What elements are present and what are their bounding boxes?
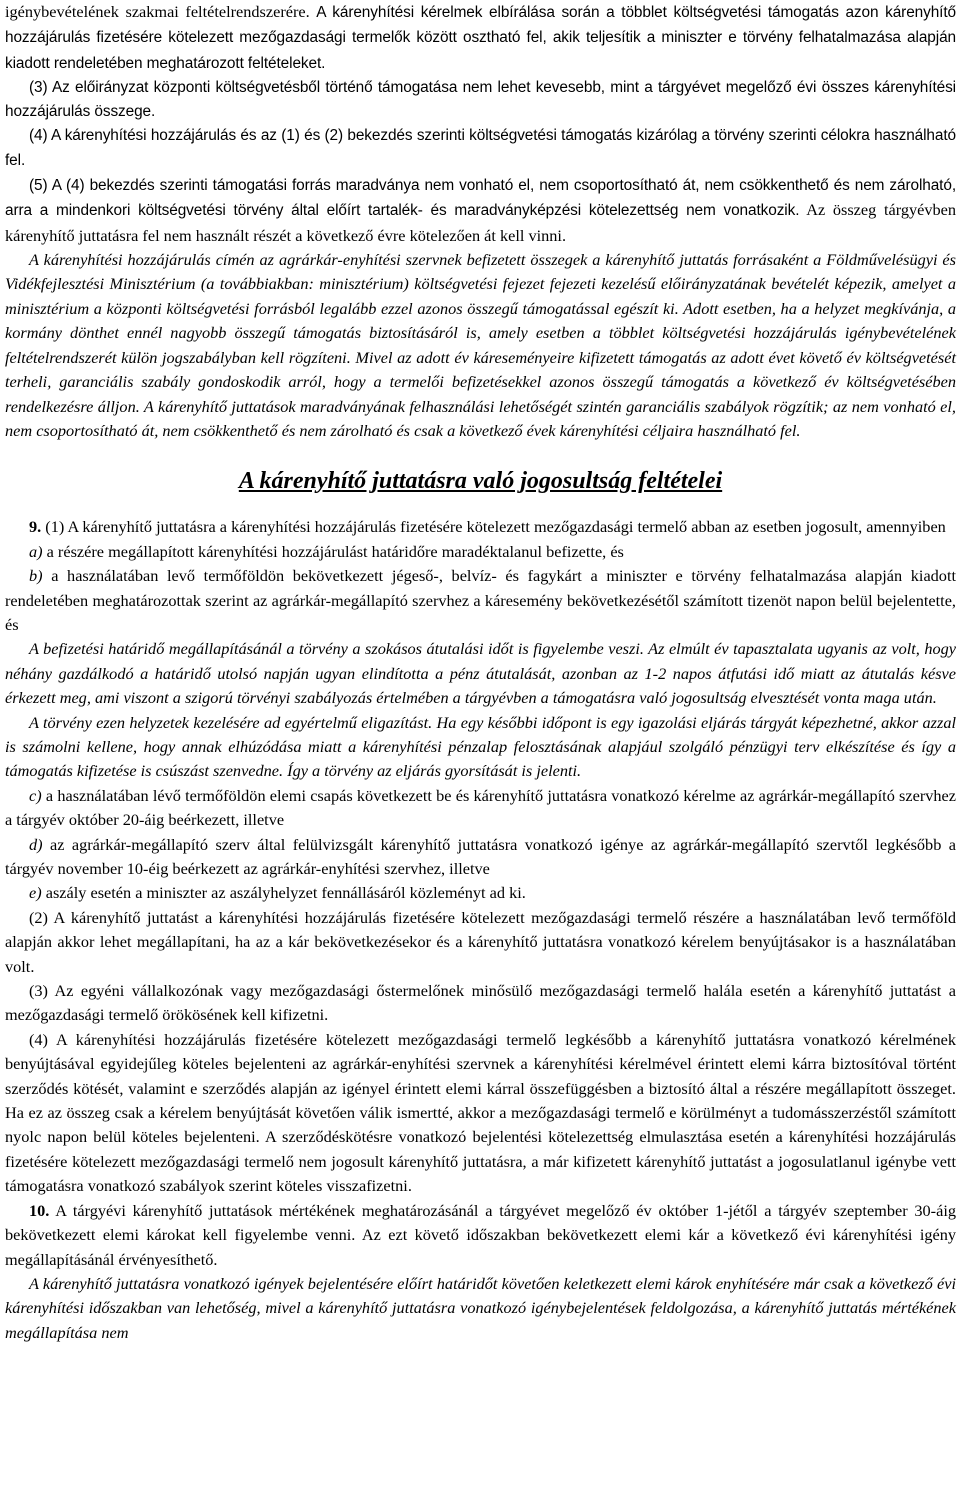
section-9-paragraph-2: (2) A kárenyhítő juttatást a kárenyhítési hozzájárulás fizetésére kötelezett mezőgazdasági termelő részére a használatában levő termőföld alapján akkor lehet megállapítani, ha az a kár bekövetkezésekor és a kárenyhítő juttatásra vonatkozó kérelem benyújtásakor is a használatában volt. — [5, 907, 956, 976]
commentary-procedure: A törvény ezen helyzetek kezelésére ad egyértelmű eligazítást. Ha egy későbbi időpont is egy igazolási eljárás tárgyát képezhetné, akkor azzal is számolni kellene, hogy annak elhúzódása miatt a kárenyhítési pénzalap felosztásának alapjául szolgáló pénzügyi terv elkészítése és így a támogatás kifizetése is csúszást szenvedne. Így a törvény az eljárás gyorsítását is jelenti. — [5, 712, 956, 781]
list-item-c — [5, 784, 956, 833]
paragraph-text: Az összeg tárgyévben kárenyhítő juttatásra fel nem használt részét a következő évre kötelezően át kell vinni. — [5, 200, 956, 245]
list-label: d) — [29, 834, 43, 854]
list-label: e) — [29, 883, 42, 903]
list-text: az agrárkár-megállapító szerv által felülvizsgált kárenyhítő juttatásra vonatkozó igénye az agrárkár-megállapító szervtől legkésőbb a tárgyév november 10-éig beérkezett az agrárkár-enyhítési szervhez, illetve — [5, 834, 956, 879]
section-9-paragraph-3: (3) Az egyéni vállalkozónak vagy mezőgazdasági őstermelőnek minősülő mezőgazdasági termelő halála esetén a kárenyhítő juttatást a mezőgazdasági termelő örökösének kell kifizetni. — [5, 981, 956, 1025]
list-text: a használatában lévő termőföldön elemi csapás következett be és kárenyhítő juttatásra vonatkozó kérelme az agrárkár-megállapító szervhez a tárgyév október 20-áig beérkezett, illetve — [5, 785, 956, 830]
paragraph-text-sans: A kárenyhítési kérelmek elbírálása során a többlet költségvetési támogatás azon kárenyhítő hozzájárulás fizetésére kötelezett mezőgazdasági termelők között osztható fel, akik teljesítik a miniszter e törvény felhatalmazása alapján kiadott rendeletében meghatározott feltételeket. — [5, 4, 956, 72]
commentary-text: Adott esetben, ha a helyzet megkívánja, a kormány dönthet ennél nagyobb összegű támogatás biztosításáról is, amely esetben a többlet költségvetési hozzájárulás igénybevételének feltételrendszerét külön jogszabályban kell rögzíteni. — [5, 298, 956, 367]
list-label: b) — [29, 566, 43, 586]
list-item-b — [5, 564, 956, 637]
section-number: 9. — [29, 517, 42, 537]
list-text: a részére megállapított kárenyhítési hozzájárulást határidőre maradéktalanul befizette, és — [42, 541, 624, 561]
section-number: 10. — [29, 1200, 50, 1220]
section-heading: A kárenyhítő juttatásra való jogosultság feltételei — [238, 468, 723, 495]
section-10 — [5, 1199, 956, 1272]
paragraph-text: A tárgyévi kárenyhítő juttatások mértékének meghatározásánál a tárgyévet megelőző év október 1-jétől a tárgyév szeptember 30-áig bekövetkezett elemi károkat kell figyelembe venni. Az ezt követő időszakban bekövetkezett elemi kár a következő évi kárenyhítési igény megállapításánál érvényesíthető. — [5, 1200, 956, 1269]
list-item-a — [5, 540, 956, 564]
list-item-d — [5, 833, 956, 882]
list-text: a használatában levő termőföldön bekövetkezett jégeső-, belvíz- és fagykárt a miniszter e törvény felhatalmazása alapján kiadott rendeletében meghatározottak szerint az agrárkár-megállapító szervhez a káresemény bekövetkezésétől számított tizenöt napon belül bejelentette, és — [5, 566, 956, 634]
paragraph-section-4: (4) A kárenyhítési hozzájárulás és az (1) és (2) bekezdés szerinti költségvetési támogatás kizárólag a törvény szerinti célokra használható fel. — [5, 127, 956, 169]
paragraph-section-3: (3) Az előirányzat központi költségvetésből történő támogatása nem lehet kevesebb, mint a tárgyévet megelőző évi összes kárenyhítési hozzájárulás összege. — [5, 78, 956, 121]
commentary-funding — [5, 248, 956, 443]
commentary-text: A kárenyhítési hozzájárulás címén az agrárkár-enyhítési szervnek befizetett összegek a kárenyhítő juttatás forrásaként a Földművelésügyi és Vidékfejlesztési Minisztérium (a továbbiakban: minisztérium) költségvetési fejezet fejezeti kezelésű előirányzatának bevételét képezik, amelyet a minisztérium a központi költségvetési forrásból legalább ezzel azonos összegű támogatással egészít ki. — [5, 250, 956, 318]
list-label: a) — [29, 541, 43, 561]
commentary-section-10: A kárenyhítő juttatásra vonatkozó igények bejelentésére előírt határidőt követően keletkezett elemi károk enyhítésére már csak a következő évi kárenyhítési időszakban van lehetőség, mivel a kárenyhítő juttatásra vonatkozó igénybejelentések feldolgozása, a kárenyhítő juttatás mértékének megállapítása nem — [5, 1273, 956, 1342]
paragraph-funding-distribution — [5, 0, 956, 76]
paragraph-section-5 — [5, 173, 956, 248]
paragraph-text-sans: (5) A (4) bekezdés szerinti támogatási forrás maradványa nem vonható el, nem csoportosítható át, nem csökkenthető és nem zárolható, arra a mindenkori költségvetési törvény által előírt tartalék- és maradványképzési kötelezettség nem vonatkozik. — [5, 177, 956, 220]
paragraph-text: (1) A kárenyhítő juttatásra a kárenyhítési hozzájárulás fizetésére kötelezett mezőgazdasági termelő abban az esetben jogosult, amennyiben — [41, 517, 946, 537]
section-9-paragraph-4: (4) A kárenyhítési hozzájárulás fizetésére kötelezett mezőgazdasági termelő legkésőbb a kárenyhítő juttatásra vonatkozó kérelmének benyújtásával egyidejűleg köteles bejelenteni az agrárkár-enyhítési szervnek a kárenyhítési kérelmével érintett elemi kárra biztosítóval történt szerződés kötését, valamint e szerződés alapján az igényel érintett elemi kárral összefüggésben a biztosító által a részére megállapított összeget. Ha ez az összeg csak a kérelem benyújtását követően válik ismertté, akkor a mezőgazdasági termelő e körülményt a tudomásszerzéstől számított nyolc napon belül köteles bejelenteni. A szerződéskötésre vonatkozó bejelentési kötelezettség elmulasztása esetén a kárenyhítési hozzájárulás fizetésére kötelezett mezőgazdasági termelő nem jogosult kárenyhítő juttatásra, a már kifizetett kárenyhítő juttatást a jogosulatlanul igénybe vett támogatásra vonatkozó szabályok szerint köteles visszafizetni. — [5, 1029, 956, 1196]
list-text: aszály esetén a miniszter az aszályhelyzet fennállásáról közleményt ad ki. — [41, 883, 526, 903]
commentary-deadline: A befizetési határidő megállapításánál a törvény a szokásos átutalási időt is figyelembe veszi. Az elmúlt év tapasztalata ugyanis az volt, hogy néhány gazdálkodó a határidő utolsó napján ugyan elindította a pénz átutalását, azonban az 1-2 napos átfutási idő miatt az átutalás késve érkezett meg, ami viszont a szigorú törvényi szabályozás értelmében a tárgyévben a támogatásra való jogosultság elvesztését vonta maga után. — [5, 639, 956, 708]
list-label: c) — [29, 785, 42, 805]
commentary-text: Mivel az adott év káreseményeire kifizetett támogatás az adott évet követő év költségvetését terheli, garanciális szabály gondoskodik arról, hogy a termelői befizetésekkel azonos összegű támogatás a következő év költségvetésében rendelkezésre álljon. — [5, 347, 956, 416]
section-9-intro — [5, 515, 956, 539]
commentary-text: A kárenyhítő juttatások maradványának felhasználási lehetőségét szintén garanciális szabályok rögzítik; az nem vonható el, nem csoportosítható át, nem csökkenthető és nem zárolható és csak a következő évek kárenyhítési céljaira használható fel. — [5, 396, 956, 440]
list-item-e — [5, 881, 956, 905]
paragraph-text: igénybevételének szakmai feltételrendszerére. — [5, 2, 317, 21]
